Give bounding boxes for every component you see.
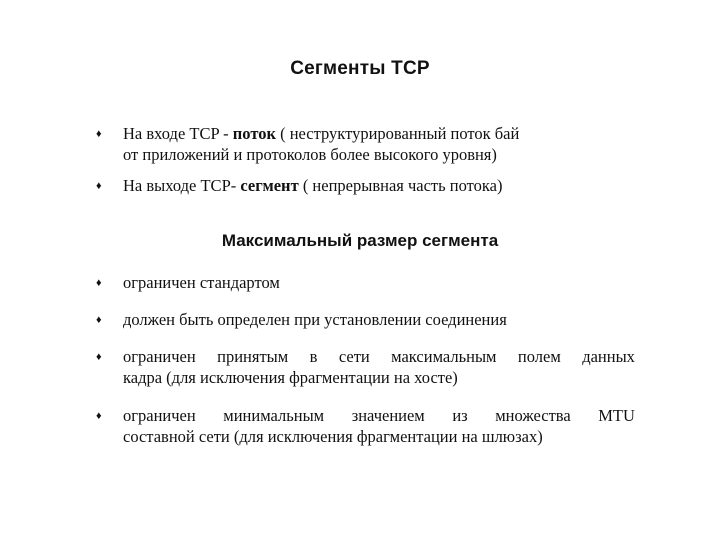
bullet-line-justified: ограничен принятым в сети максимальным полем данных [123,347,635,366]
bullet-line: кадра (для исключения фрагментации на хосте) [123,368,458,387]
diamond-bullet-icon: ♦ [96,128,102,140]
bullet-item-input [96,123,656,165]
slide-title: Сегменты TCP [290,58,430,79]
diamond-bullet-icon: ♦ [96,180,102,192]
bullet-item-frame-field [96,346,656,388]
bullet-line: от приложений и протоколов более высокого уровня) [123,145,497,164]
bullet-line: На входе TCP - поток ( неструктурированный поток бай [123,124,520,143]
bullet-item-output [96,175,656,196]
bullet-item-connection [96,309,656,330]
diamond-bullet-icon: ♦ [96,410,102,422]
keyword-stream: поток [232,124,276,143]
bullet-item-standard [96,272,656,293]
keyword-segment: сегмент [240,176,299,195]
bullet-line: ограничен стандартом [123,273,280,292]
diamond-bullet-icon: ♦ [96,277,102,289]
section-subtitle: Максимальный размер сегмента [221,231,499,250]
bullet-line: На выходе TCP- сегмент ( непрерывная часть потока) [123,176,503,195]
diamond-bullet-icon: ♦ [96,314,102,326]
bullet-line: должен быть определен при установлении соединения [123,310,507,329]
diamond-bullet-icon: ♦ [96,351,102,363]
bullet-item-mtu [96,405,656,447]
bullet-line-justified: ограничен минимальным значением из множества MTU [123,406,635,425]
bullet-line: составной сети (для исключения фрагментации на шлюзах) [123,427,543,446]
